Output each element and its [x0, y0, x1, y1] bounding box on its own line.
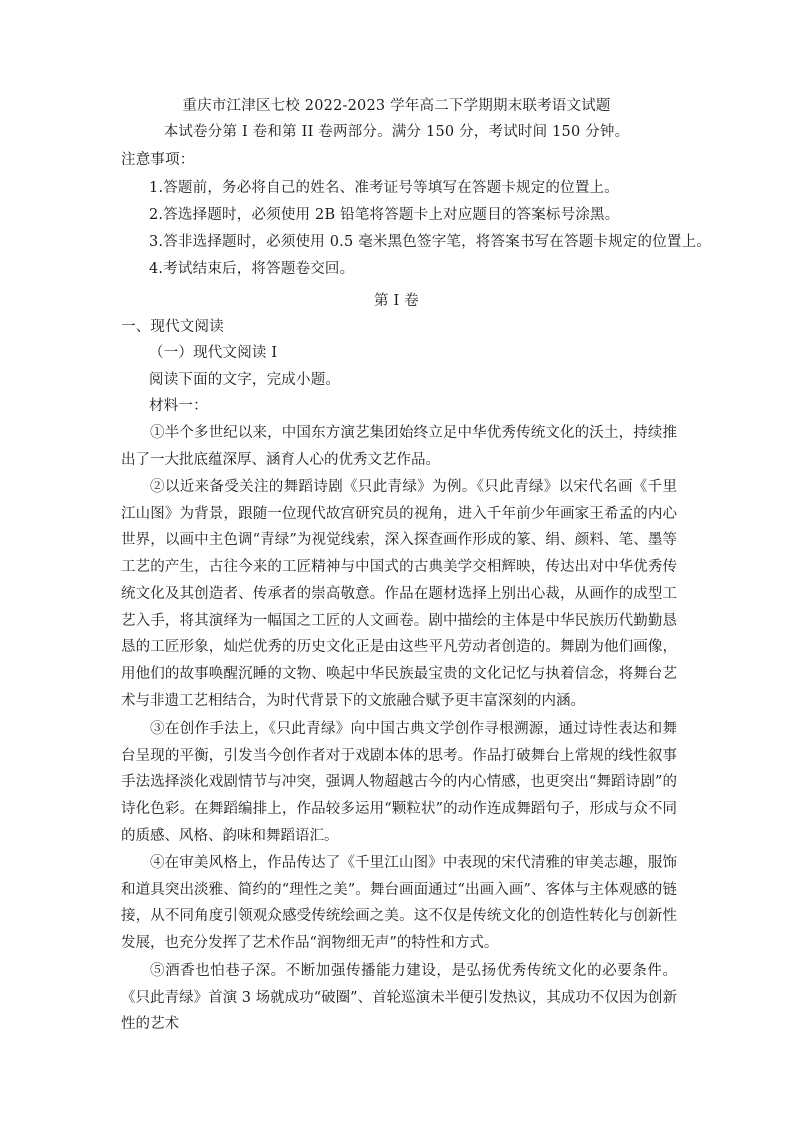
notice-heading: 注意事项：: [121, 152, 195, 168]
subsection-title: （一）现代文阅读 I: [149, 345, 278, 361]
volume-title: 第 I 卷: [374, 293, 419, 309]
paragraph-2: ②以近来备受关注的舞蹈诗剧《只此青绿》为例。《只此青绿》以宋代名画《千里江山图》为背景，跟随一位现代故宫研究员的视角，进入千年前少年画家王希孟的内心世界，以画中主色调“青绿”为视觉线索，深入探查画作形成的篆、绢、颜料、笔、墨等工艺的产生，古往今来的工匠精神与中国式的古典美学交相辉映，传达出对中华优秀传统文化及其创造者、传承者的崇高敬意。作品在题材选择上别出心裁，从画作的成型工艺入手，将其演绎为一幅国之工匠的人文画卷。剧中描绘的主体是中华民族历代勤勤恳恳的工匠形象，灿烂优秀的历史文化正是由这些平凡劳动者创造的。舞剧为他们画像，用他们的故事唤醒沉睡的文物、唤起中华民族最宝贵的文化记忆与执着信念，将舞台艺术与非遗工艺相结合，为时代背景下的文旅融合赋予更丰富深刻的内涵。: [121, 479, 677, 709]
paragraph-5: ⑤酒香也怕巷子深。不断加强传播能力建设，是弘扬优秀传统文化的必要条件。《只此青绿》首演 3 场就成功“破圈”、首轮巡演未半便引发热议，其成功不仅因为创新性的艺术: [121, 963, 677, 1033]
notice-item: 2.答选择题时，必须使用 2B 铅笔将答题卡上对应题目的答案标号涂黑。: [149, 207, 620, 223]
notice-item: 4.考试结束后，将答题卷交回。: [149, 261, 355, 277]
section-title: 一、现代文阅读: [121, 319, 224, 335]
material-label: 材料一：: [149, 398, 208, 414]
exam-title: 重庆市江津区七校 2022-2023 学年高二下学期期末联考语文试题: [182, 98, 611, 114]
paragraph-3: ③在创作手法上，《只此青绿》向中国古典文学创作寻根溯源，通过诗性表达和舞台呈现的平衡，引发当今创作者对于戏剧本体的思考。作品打破舞台上常规的线性叙事手法选择淡化戏剧情节与冲突，强调人物超越古今的内心情感，也更突出“舞蹈诗剧”的诗化色彩。在舞蹈编排上，作品较多运用“颗粒状”的动作连成舞蹈句子，形成与众不同的质感、风格、韵味和舞蹈语汇。: [121, 721, 677, 844]
notice-item: 1.答题前，务必将自己的姓名、准考证号等填写在答题卡规定的位置上。: [149, 180, 619, 196]
reading-instruction: 阅读下面的文字，完成小题。: [149, 372, 341, 388]
notice-item: 3.答非选择题时，必须使用 0.5 毫米黑色签字笔，将答案书写在答题卡规定的位置上。: [149, 234, 712, 250]
paragraph-4: ④在审美风格上，作品传达了《千里江山图》中表现的宋代清雅的审美志趣，服饰和道具突出淡雅、简约的“理性之美”。舞台画面通过“出画入画”、客体与主体观感的链接，从不同角度引领观众感受传统绘画之美。这不仅是传统文化的创造性转化与创新性发展，也充分发挥了艺术作品“润物细无声”的特性和方式。: [121, 855, 677, 952]
exam-subtitle: 本试卷分第 I 卷和第 II 卷两部分。满分 150 分，考试时间 150 分钟。: [163, 124, 630, 140]
paragraph-1: ①半个多世纪以来，中国东方演艺集团始终立足中华优秀传统文化的沃土，持续推出了一大批底蕴深厚、涵育人心的优秀文艺作品。: [121, 425, 677, 468]
